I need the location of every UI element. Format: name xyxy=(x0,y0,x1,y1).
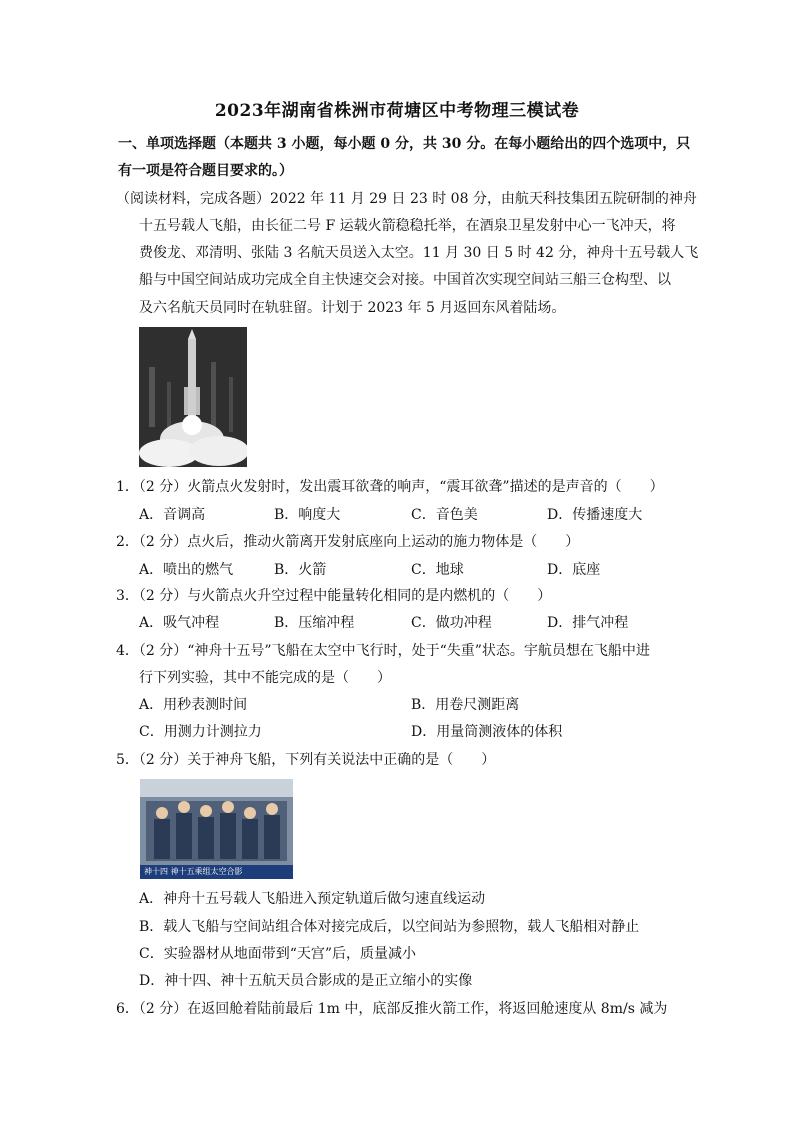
page-title: 2023年湖南省株洲市荷塘区中考物理三模试卷 xyxy=(214,101,580,121)
rocket-launch-image xyxy=(139,327,247,467)
question-2-stem: 2．（2 分）点火后，推动火箭离开发射底座向上运动的施力物体是（ ） xyxy=(116,534,580,550)
question-2-option-a[interactable]: A．喷出的燃气 xyxy=(139,562,234,578)
question-1-stem: 1．（2 分）火箭点火发射时，发出震耳欲聋的响声，“震耳欲聋”描述的是声音的（ ） xyxy=(116,479,664,495)
question-3-option-c[interactable]: C．做功冲程 xyxy=(411,615,492,631)
photo-caption: 神十四 神十五乘组太空合影 xyxy=(140,865,293,879)
question-3-option-d[interactable]: D．排气冲程 xyxy=(547,615,629,631)
section-heading-line-2: 有一项是符合题目要求的。） xyxy=(118,163,293,179)
passage-line-5: 及六名航天员同时在轨驻留。计划于 2023 年 5 月返回东风着陆场。 xyxy=(139,300,566,316)
question-5-option-b[interactable]: B．载人飞船与空间站组合体对接完成后，以空间站为参照物，载人飞船相对静止 xyxy=(139,919,640,935)
passage-line-1: （阅读材料，完成各题）2022 年 11 月 29 日 23 时 08 分，由航天科技集团五院研制的神舟 xyxy=(116,191,697,207)
question-3-option-b[interactable]: B．压缩冲程 xyxy=(274,615,355,631)
question-4-stem-line-1: 4．（2 分）“神舟十五号”飞船在太空中飞行时，处于“失重”状态。宇航员想在飞船中进 xyxy=(116,643,650,659)
question-3-stem: 3．（2 分）与火箭点火升空过程中能量转化相同的是内燃机的（ ） xyxy=(116,588,552,604)
question-4-option-a[interactable]: A．用秒表测时间 xyxy=(139,697,248,713)
question-3-option-a[interactable]: A．吸气冲程 xyxy=(139,615,220,631)
passage-line-3: 费俊龙、邓清明、张陆 3 名航天员送入太空。11 月 30 日 5 时 42 分，神舟十五号载人飞 xyxy=(139,245,699,261)
question-5-option-a[interactable]: A．神舟十五号载人飞船进入预定轨道后做匀速直线运动 xyxy=(139,891,486,907)
question-1-option-a[interactable]: A．音调高 xyxy=(139,507,206,523)
section-heading-line-1: 一、单项选择题（本题共 3 小题，每小题 0 分，共 30 分。在每小题给出的四个选项中，只 xyxy=(118,136,691,152)
question-6-stem: 6．（2 分）在返回舱着陆前最后 1m 中，底部反推火箭工作，将返回舱速度从 8m/s 减为 xyxy=(116,1001,668,1017)
question-1-option-b[interactable]: B．响度大 xyxy=(274,507,341,523)
question-4-option-c[interactable]: C．用测力计测拉力 xyxy=(139,724,262,740)
question-2-option-d[interactable]: D．底座 xyxy=(547,562,601,578)
question-4-option-b[interactable]: B．用卷尺测距离 xyxy=(411,697,520,713)
question-4-option-d[interactable]: D．用量筒测液体的体积 xyxy=(411,724,563,740)
crew-group-photo xyxy=(140,779,293,879)
question-5-stem: 5．（2 分）关于神舟飞船，下列有关说法中正确的是（ ） xyxy=(116,752,496,768)
question-1-option-d[interactable]: D．传播速度大 xyxy=(547,507,643,523)
question-1-option-c[interactable]: C．音色美 xyxy=(411,507,478,523)
question-2-option-c[interactable]: C．地球 xyxy=(411,562,464,578)
question-4-stem-line-2: 行下列实验，其中不能完成的是（ ） xyxy=(139,670,391,686)
question-5-option-d[interactable]: D．神十四、神十五航天员合影成的是正立缩小的实像 xyxy=(139,973,473,989)
question-5-option-c[interactable]: C．实验器材从地面带到“天宫”后，质量减小 xyxy=(139,946,417,962)
passage-line-4: 船与中国空间站成功完成全自主快速交会对接。中国首次实现空间站三船三仓构型、以 xyxy=(139,272,671,288)
question-2-option-b[interactable]: B．火箭 xyxy=(274,562,327,578)
passage-line-2: 十五号载人飞船，由长征二号 F 运载火箭稳稳托举，在酒泉卫星发射中心一飞冲天，将 xyxy=(139,218,676,234)
